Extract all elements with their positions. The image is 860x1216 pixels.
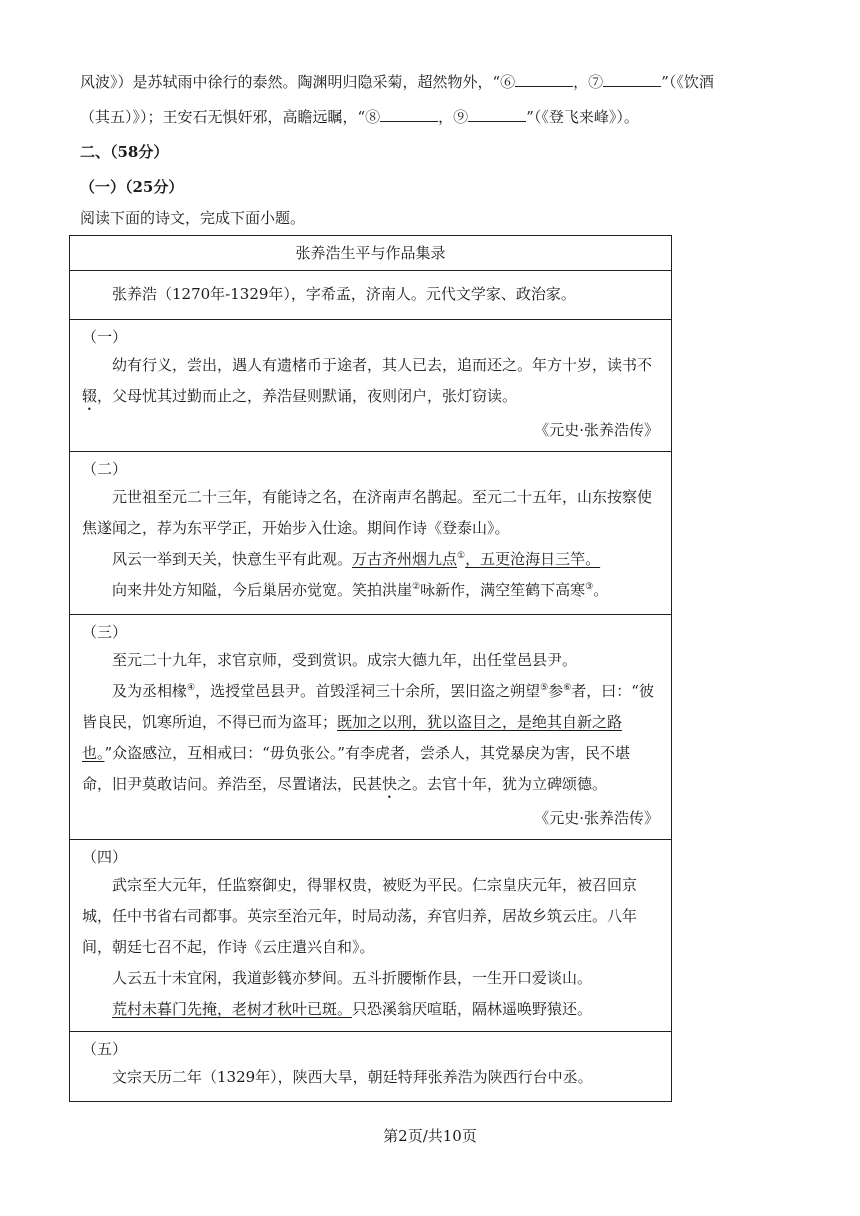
poem-text-a: 风云一举到天关，快意生平有此观。 [112, 550, 353, 568]
section-3-para-2 [82, 676, 659, 802]
section-2-cell [70, 452, 672, 615]
s3-text-b: ，选授堂邑县尹。首毁淫祠三十余所，罢旧盗之朔望 [195, 682, 541, 700]
section-4-para-1: 武宗至大元年，任监察御史，得罪权贵，被贬为平民。仁宗皇庆元年，被召回京城，任中书省右司都事。英宗至治元年，时局动荡，弃官归养，居故乡筑云庄。八年间，朝廷七召不起，作诗《云庄遣兴自和》。 [82, 876, 638, 956]
footnote-6-marker: ⑥ [563, 683, 572, 693]
s3-text-a: 及为丞相椽 [112, 682, 188, 700]
section-3-cell [70, 615, 672, 840]
answer-blank-9[interactable] [468, 107, 526, 122]
section-1-cell [70, 320, 672, 452]
poem-underlined-1: 万古齐州烟九点 [352, 550, 458, 568]
intro-line-1-text-b: ”（《饮酒 [661, 73, 714, 91]
s3-text-d: 者，曰：“彼皆良民，饥寒所迫，不得已而为盗耳； [82, 682, 654, 731]
section-1-dotted-char: 辍 [82, 387, 98, 405]
section-3-para-1: 至元二十九年，求官京师，受到赏识。成宗大德九年，出任堂邑县尹。 [112, 651, 578, 669]
s3-text-c: 参 [548, 682, 564, 700]
s3-text-e: ”众盗感泣，互相戒曰：“毋负张公。”有李虎者，尝杀人，其党暴戾为害，民不堪命，旧尹莫敢诘问。养浩至，尽置诸法，民甚 [82, 744, 631, 793]
s4-text-b: 只恐溪翁厌喧聒，隔林遥唤野猿还。 [352, 1000, 593, 1018]
section-5-para-1: 文宗天历二年（1329年），陕西大旱，朝廷特拜张养浩为陕西行台中丞。 [112, 1068, 593, 1086]
footnote-4-marker: ④ [187, 683, 196, 693]
section-4-cell [70, 840, 672, 1032]
section-3-label: （三） [82, 623, 128, 641]
table-intro-cell [70, 271, 672, 320]
poem-underlined-2: ，五更沧海日三竿。 [465, 550, 601, 568]
footnote-5-marker: ⑤ [540, 683, 549, 693]
poem-text-b: 向来井处方知隘，今后巢居亦觉宽。笑拍洪崖 [112, 581, 413, 599]
footnote-2-marker: ② [412, 582, 421, 592]
section-3-source: 《元史·张养浩传》 [534, 809, 659, 827]
answer-blank-6[interactable] [515, 72, 573, 87]
intro-line-2 [80, 107, 639, 127]
page-footer: 第2页/共10页 [383, 1127, 477, 1145]
section-1-source: 《元史·张养浩传》 [534, 421, 659, 439]
table-title: 张养浩生平与作品集录 [70, 236, 672, 271]
section-1-para-1 [82, 350, 659, 414]
section-2-poem-line-1 [82, 544, 659, 575]
section-4-poem-line-2 [82, 994, 659, 1031]
intro-line-1-text-a: 风波》）是苏轼雨中徐行的泰然。陶渊明归隐采菊，超然物外，“⑥ [80, 73, 516, 91]
section-5-label: （五） [82, 1040, 128, 1058]
section-1-text-b: ，父母忧其过勤而止之，养浩昼则默诵，夜则闭户，张灯窃读。 [97, 387, 518, 405]
biography-table [69, 235, 672, 1102]
footnote-1-marker: ① [457, 551, 466, 561]
section-1-label: （一） [82, 328, 128, 346]
section-2-poem-line-2 [82, 575, 659, 614]
section-two-heading: 二、（58分） [80, 143, 169, 161]
s3-underlined-sentence: 既加之以刑，犹以盗目之，是绝其自新之路也。 [82, 713, 623, 762]
section-2-para-1: 元世祖至元二十三年，有能诗之名，在济南声名鹊起。至元二十五年，山东按察使焦遂闻之，荐为东平学正，开始步入仕途。期间作诗《登泰山》。 [82, 488, 653, 537]
s3-dotted-char: 快 [382, 775, 398, 793]
section-2-label: （二） [82, 460, 128, 478]
intro-line-1 [80, 72, 714, 92]
s4-underlined-line: 荒村未暮门先掩，老树才秋叶已斑。 [112, 1000, 353, 1018]
s3-text-f: 之。去官十年，犹为立碑颂德。 [397, 775, 608, 793]
intro-line-2-sep: ，⑨ [438, 108, 469, 126]
section-1-text-a: 幼有行义，尝出，遇人有遗楮币于途者，其人已去，追而还之。年方十岁，读书不 [112, 356, 653, 374]
section-4-label: （四） [82, 848, 128, 866]
poem-text-c: 咏新作，满空笙鹤下高寒 [420, 581, 586, 599]
table-intro-text: 张养浩（1270年-1329年），字希孟，济南人。元代文学家、政治家。 [112, 285, 576, 303]
reading-instruction: 阅读下面的诗文，完成下面小题。 [80, 209, 306, 227]
section-5-cell [70, 1032, 672, 1102]
footnote-3-marker: ③ [585, 582, 594, 592]
poem-text-d: 。 [593, 581, 609, 599]
answer-blank-7[interactable] [603, 72, 661, 87]
part-one-heading: （一）（25分） [80, 178, 184, 196]
section-4-poem-line-1: 人云五十未宜闲，我道彭篯亦梦间。五斗折腰惭作县，一生开口爱谈山。 [112, 969, 593, 987]
intro-line-1-sep: ，⑦ [573, 73, 604, 91]
intro-line-2-text-b: ”（《登飞来峰》）。 [526, 108, 639, 126]
answer-blank-8[interactable] [380, 107, 438, 122]
intro-line-2-text-a: （其五）》）；王安石无惧奸邪，高瞻远瞩，“⑧ [80, 108, 381, 126]
